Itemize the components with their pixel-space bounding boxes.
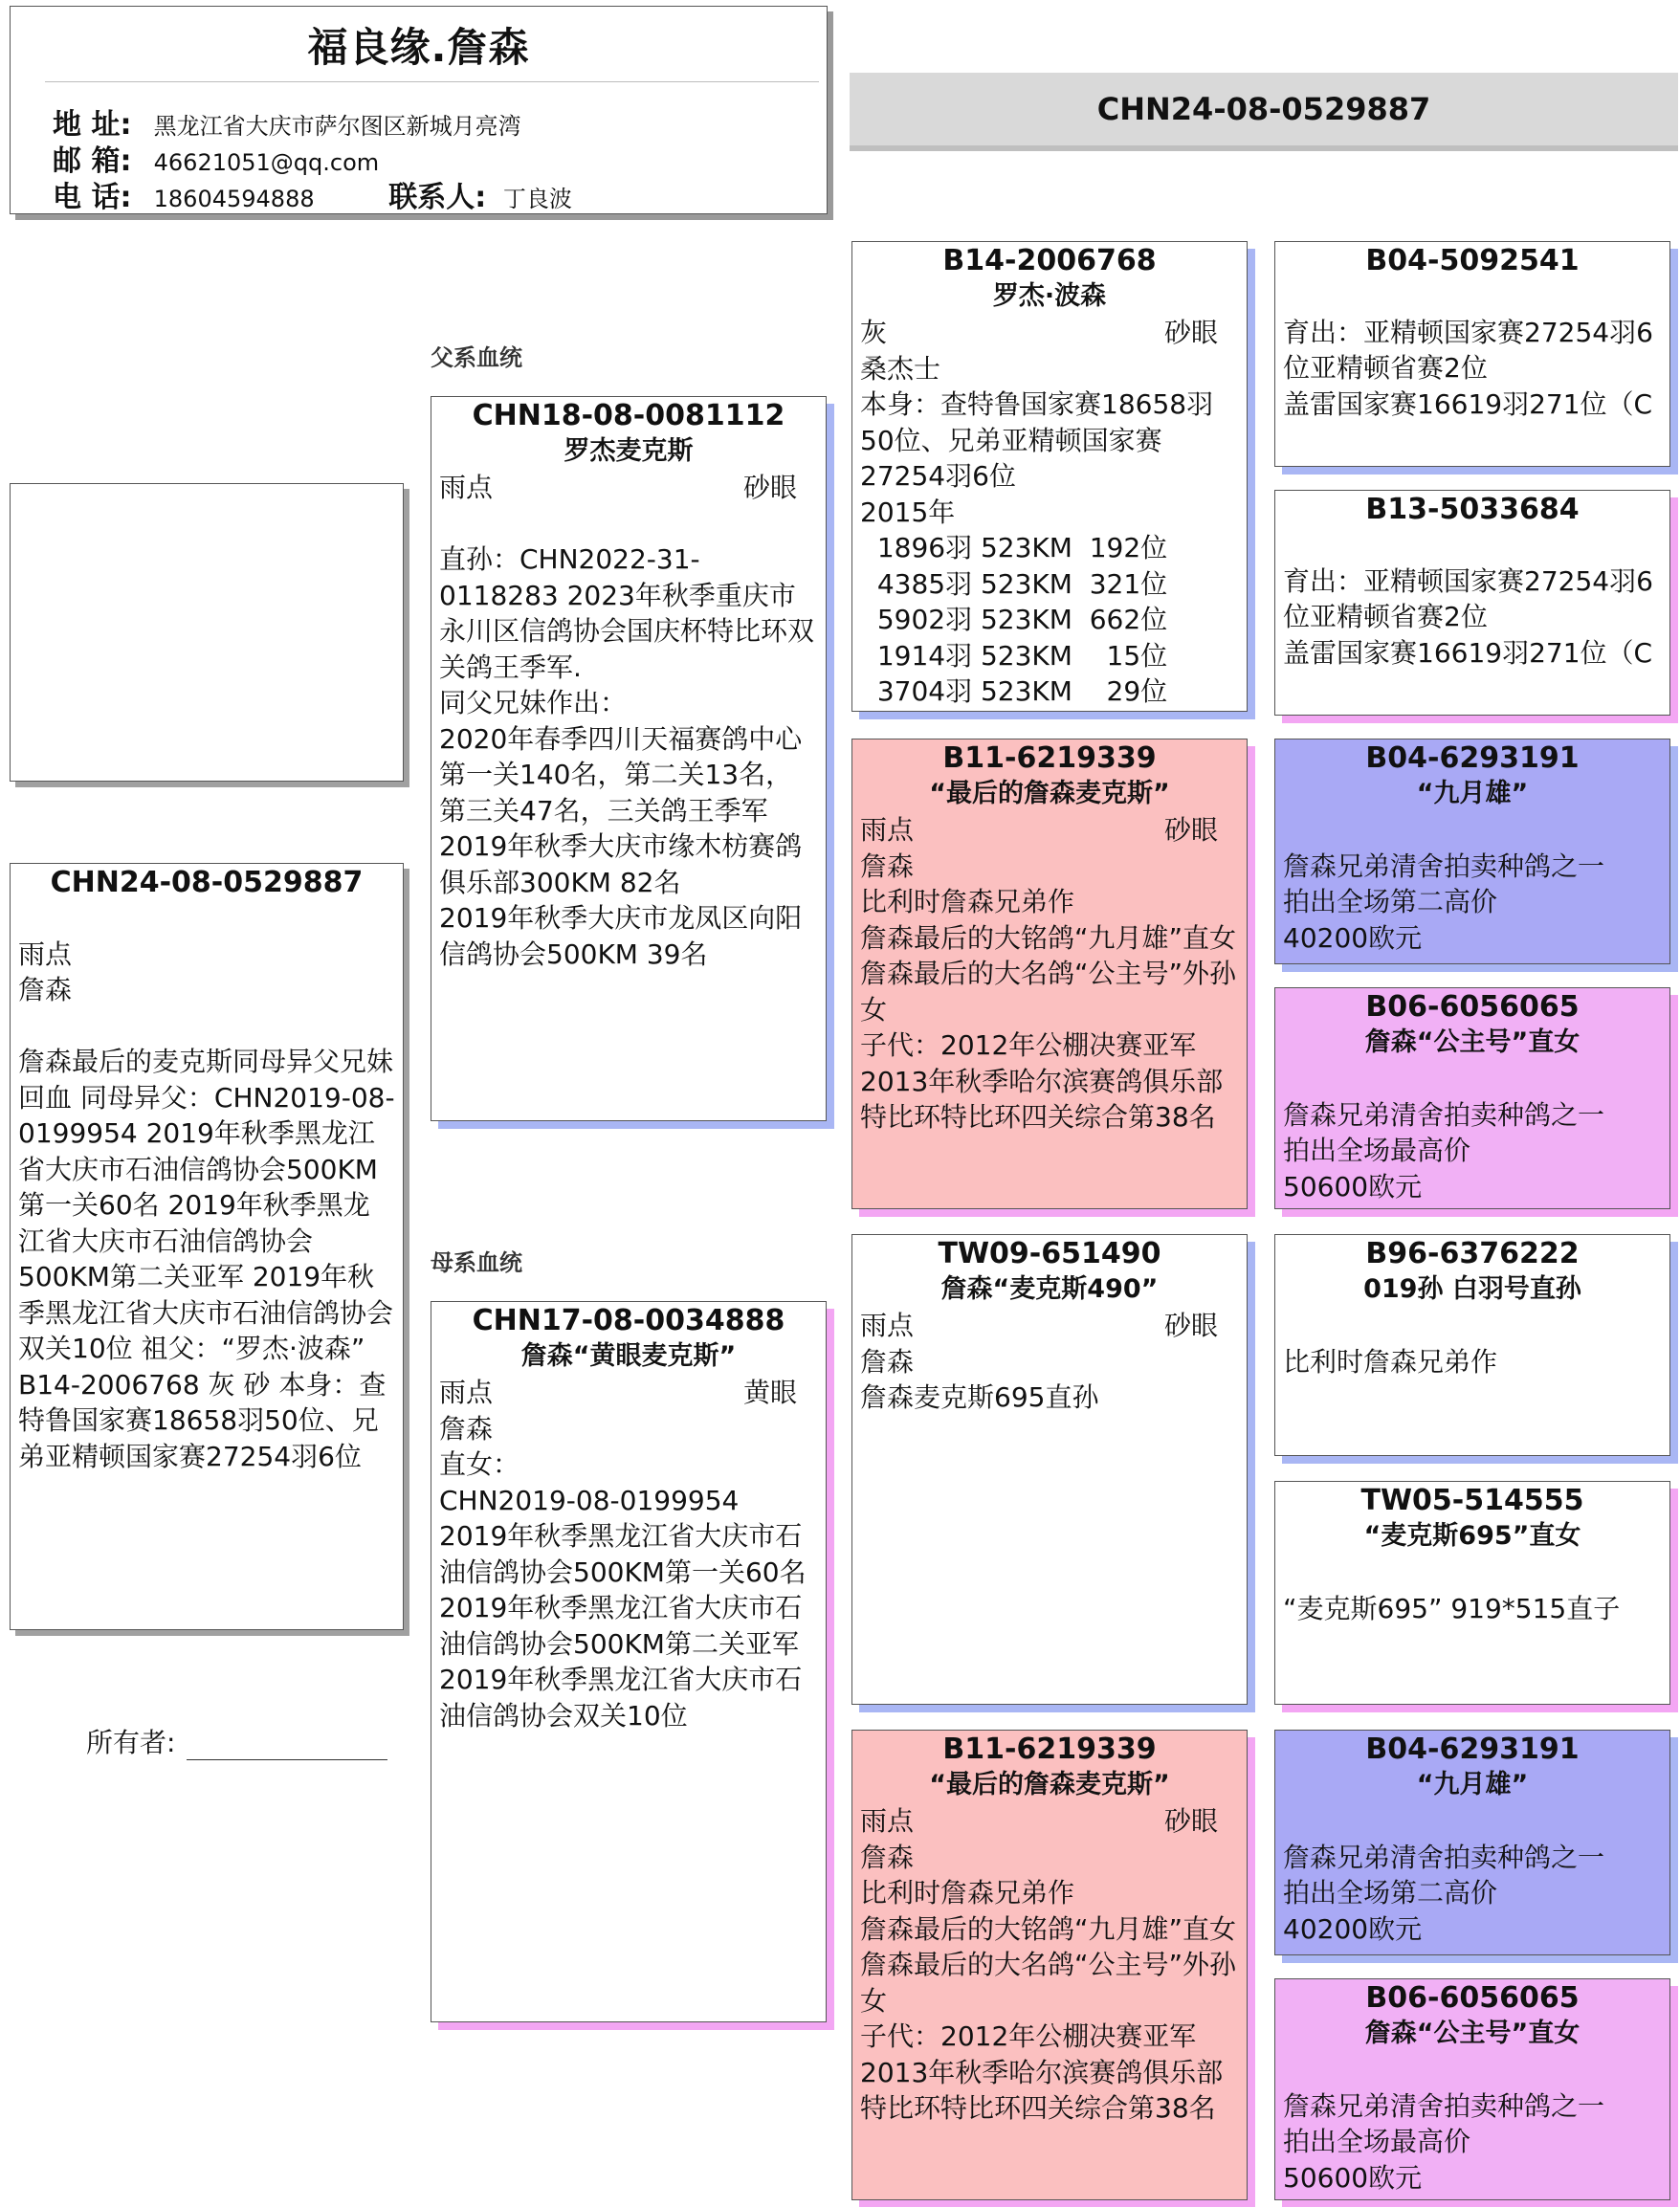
email-label: 邮 箱: bbox=[53, 144, 132, 178]
dds-notes: 詹森兄弟清舍拍卖种鸽之一 拍出全场第二高价 40200欧元 bbox=[1283, 1841, 1605, 1945]
dam-color-eye bbox=[431, 1375, 826, 1411]
dam-notes: 詹森 直女： CHN2019-08-0199954 2019年秋季黑龙江省大庆市石油信鸽协会500KM第一关60名 2019年秋季黑龙江省大庆市石油信鸽协会500KM第二关亚军 2019年秋季黑龙江省大庆市石油信鸽协会双关10位 bbox=[439, 1412, 807, 1732]
sdd-name: 詹森“公主号”直女 bbox=[1364, 1027, 1581, 1057]
dsd-ring: TW05-514555 bbox=[1360, 1484, 1584, 1517]
dsd-notes: “麦克斯695” 919*515直子 bbox=[1283, 1592, 1621, 1624]
sds-card bbox=[1274, 739, 1670, 964]
subject-card bbox=[10, 863, 404, 1630]
dam-dam-color-eye bbox=[852, 1803, 1247, 1840]
dam-sire-ring: TW09-651490 bbox=[938, 1237, 1161, 1270]
sire-sire-card bbox=[851, 241, 1248, 712]
email-value: 46621051@qq.com bbox=[153, 149, 380, 176]
subject-ring: CHN24-08-0529887 bbox=[50, 866, 364, 899]
dds-ring: B04-6293191 bbox=[1365, 1732, 1580, 1766]
sire-ring: CHN18-08-0081112 bbox=[472, 399, 785, 432]
sire-notes: 直孙：CHN2022-31-0118283 2023年秋季重庆市永川区信鸽协会国庆杯特比环双关鸽王季军. 同父兄妹作出： 2020年春季四川天福赛鸽中心第一关140名，第二关13名，第三关47名，三关鸽王季军 2019年秋季大庆市缘木枋赛鸽俱乐部300KM 82名 2019年秋季大庆市龙凤区向阳信鸽协会500KM 39名 bbox=[439, 543, 815, 970]
dam-card bbox=[431, 1301, 827, 2022]
sdd-ring: B06-6056065 bbox=[1365, 990, 1580, 1024]
dss-name: 019孙 白羽号直孙 bbox=[1363, 1274, 1581, 1304]
owner-label: 所有者: bbox=[86, 1727, 176, 1758]
sire-color: 雨点 bbox=[439, 472, 494, 503]
dam-dam-card bbox=[851, 1730, 1248, 2200]
sire-sire-color: 灰 bbox=[860, 317, 888, 348]
dam-dam-color: 雨点 bbox=[860, 1805, 915, 1837]
pigeon-photo-frame bbox=[10, 483, 404, 782]
sire-dam-color-eye bbox=[852, 812, 1247, 849]
sire-eye: 砂眼 bbox=[742, 472, 797, 503]
dss-notes: 比利时詹森兄弟作 bbox=[1283, 1345, 1498, 1378]
sire-name: 罗杰麦克斯 bbox=[564, 436, 694, 466]
subject-ring-banner: CHN24-08-0529887 bbox=[850, 73, 1678, 145]
owner-field bbox=[86, 1722, 387, 1760]
dam-eye: 黄眼 bbox=[742, 1377, 797, 1408]
dam-dam-eye: 砂眼 bbox=[1163, 1805, 1218, 1837]
sdd-card bbox=[1274, 987, 1670, 1209]
dds-card bbox=[1274, 1730, 1670, 1955]
ssd-notes: 育出：亚精顿国家赛27254羽6位亚精顿省赛2位 盖雷国家赛16619羽271位（C bbox=[1283, 564, 1653, 669]
dds-name: “九月雄” bbox=[1416, 1770, 1529, 1799]
sss-notes: 育出：亚精顿国家赛27254羽6位亚精顿省赛2位 盖雷国家赛16619羽271位（C bbox=[1283, 316, 1653, 420]
sire-line-label: 父系血统 bbox=[431, 344, 522, 371]
dam-line-label: 母系血统 bbox=[431, 1249, 522, 1276]
phone-row bbox=[53, 173, 572, 215]
phone-label: 电 话: bbox=[53, 181, 132, 214]
sire-sire-ring: B14-2006768 bbox=[942, 244, 1157, 277]
sire-dam-eye: 砂眼 bbox=[1163, 814, 1218, 846]
sire-dam-color: 雨点 bbox=[860, 814, 915, 846]
dam-ring: CHN17-08-0034888 bbox=[472, 1304, 785, 1337]
address-label: 地 址: bbox=[53, 108, 132, 142]
sire-sire-notes: 桑杰士 本身：查特鲁国家赛18658羽50位、兄弟亚精顿国家赛27254羽6位 2015年 1896羽 523KM 192位 4385羽 523KM 321位 5902羽 523KM 662位 1914羽 523KM 15位 3704羽 523KM 29位 bbox=[860, 352, 1214, 707]
sire-card bbox=[431, 396, 827, 1121]
sds-ring: B04-6293191 bbox=[1365, 741, 1580, 775]
dam-dam-name: “最后的詹森麦克斯” bbox=[929, 1770, 1170, 1799]
dsd-name: “麦克斯695”直女 bbox=[1363, 1521, 1581, 1551]
ssd-ring: B13-5033684 bbox=[1365, 493, 1580, 526]
contact-label: 联系人: bbox=[388, 181, 487, 214]
address-value: 黑龙江省大庆市萨尔图区新城月亮湾 bbox=[153, 113, 521, 140]
sire-sire-name: 罗杰·波森 bbox=[992, 281, 1107, 311]
dsd-card bbox=[1274, 1481, 1670, 1705]
ddd-notes: 詹森兄弟清舍拍卖种鸽之一 拍出全场最高价 50600欧元 bbox=[1283, 2089, 1605, 2194]
ddd-card bbox=[1274, 1978, 1670, 2200]
sds-name: “九月雄” bbox=[1416, 779, 1529, 808]
dam-sire-color-eye bbox=[852, 1308, 1247, 1344]
dss-card bbox=[1274, 1234, 1670, 1456]
owner-signature-line bbox=[187, 1734, 387, 1760]
sire-dam-notes: 詹森 比利时詹森兄弟作 詹森最后的大铭鸽“九月雄”直女 詹森最后的大名鸽“公主号”外孙女 子代：2012年公棚决赛亚军 2013年秋季哈尔滨赛鸽俱乐部特比环特比环四关综合第38名 bbox=[860, 850, 1237, 1133]
dam-name: 詹森“黄眼麦克斯” bbox=[520, 1341, 737, 1371]
header-divider bbox=[45, 81, 819, 82]
dam-color: 雨点 bbox=[439, 1377, 494, 1408]
ddd-name: 詹森“公主号”直女 bbox=[1364, 2019, 1581, 2048]
breeder-header bbox=[10, 6, 828, 214]
sire-sire-color-eye bbox=[852, 315, 1247, 351]
sire-dam-ring: B11-6219339 bbox=[942, 741, 1157, 775]
dam-sire-card bbox=[851, 1234, 1248, 1705]
ddd-ring: B06-6056065 bbox=[1365, 1981, 1580, 2015]
subject-notes: 雨点 詹森 詹森最后的麦克斯同母异父兄妹回血 同母异父：CHN2019-08-0199954 2019年秋季黑龙江省大庆市石油信鸽协会500KM第一关60名 2019年秋季黑龙江省大庆市石油信鸽协会500KM第二关亚军 2019年秋季黑龙江省大庆市石油信鸽协会双关10位 祖父：“罗杰·波森” B14-2006768 灰 砂 本身：查特鲁国家赛18658羽50位、兄弟亚精顿国家赛27254羽6位 bbox=[18, 938, 395, 1472]
sds-notes: 詹森兄弟清舍拍卖种鸽之一 拍出全场第二高价 40200欧元 bbox=[1283, 850, 1605, 954]
sire-color-eye bbox=[431, 470, 826, 506]
sss-ring: B04-5092541 bbox=[1365, 244, 1580, 277]
breeder-title: 福良缘.詹森 bbox=[307, 24, 530, 71]
contact-value: 丁良波 bbox=[502, 186, 572, 212]
sdd-notes: 詹森兄弟清舍拍卖种鸽之一 拍出全场最高价 50600欧元 bbox=[1283, 1098, 1605, 1203]
sss-card bbox=[1274, 241, 1670, 467]
dam-sire-color: 雨点 bbox=[860, 1310, 915, 1341]
sire-dam-name: “最后的詹森麦克斯” bbox=[929, 779, 1170, 808]
phone-value: 18604594888 bbox=[153, 186, 315, 212]
dss-ring: B96-6376222 bbox=[1365, 1237, 1580, 1270]
dam-dam-ring: B11-6219339 bbox=[942, 1732, 1157, 1766]
dam-sire-eye: 砂眼 bbox=[1163, 1310, 1218, 1341]
dam-sire-name: 詹森“麦克斯490” bbox=[940, 1274, 1159, 1304]
dam-sire-notes: 詹森 詹森麦克斯695直孙 bbox=[860, 1345, 1099, 1413]
ssd-card bbox=[1274, 490, 1670, 716]
sire-sire-eye: 砂眼 bbox=[1163, 317, 1218, 348]
sire-dam-card bbox=[851, 739, 1248, 1209]
dam-dam-notes: 詹森 比利时詹森兄弟作 詹森最后的大铭鸽“九月雄”直女 詹森最后的大名鸽“公主号”外孙女 子代：2012年公棚决赛亚军 2013年秋季哈尔滨赛鸽俱乐部特比环特比环四关综合第38名 bbox=[860, 1841, 1237, 2124]
